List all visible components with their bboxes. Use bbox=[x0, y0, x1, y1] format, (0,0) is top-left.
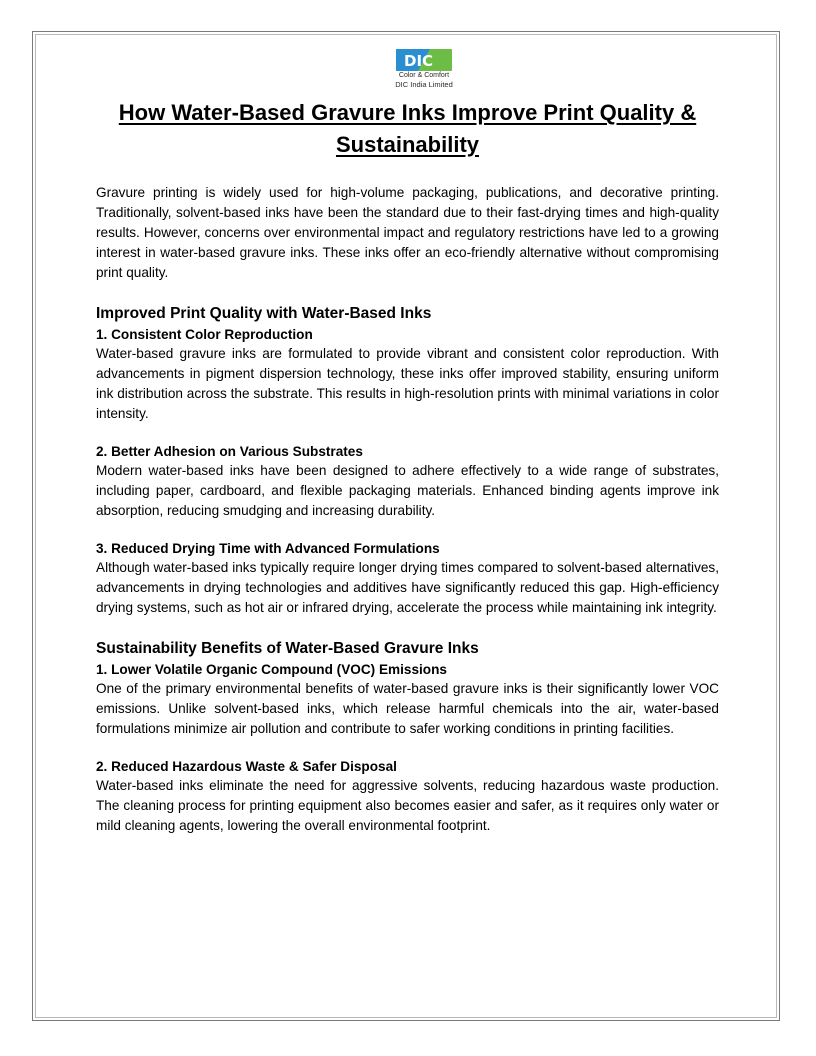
section-heading: Improved Print Quality with Water-Based Inks bbox=[96, 305, 432, 322]
subsection-text: Modern water-based inks have been designed to adhere effectively to a wide range of substrates, including paper, cardboard, and flexible packaging materials. Enhanced binding agents improve ink absorption, reducing smudging and increasing durability. bbox=[96, 463, 719, 518]
subsection-heading: 2. Better Adhesion on Various Substrates bbox=[96, 444, 363, 459]
subsection bbox=[96, 539, 719, 618]
subsection bbox=[96, 442, 719, 521]
dic-logo-icon bbox=[396, 49, 452, 71]
logo-tagline: Color & Comfort bbox=[398, 72, 450, 79]
logo-letter-d: DIC bbox=[404, 52, 434, 70]
subsection bbox=[96, 325, 719, 424]
subsection-heading: 1. Consistent Color Reproduction bbox=[96, 327, 313, 342]
subsection-heading: 3. Reduced Drying Time with Advanced Formulations bbox=[96, 541, 440, 556]
subsection bbox=[96, 660, 719, 739]
subsection-heading: 1. Lower Volatile Organic Compound (VOC) Emissions bbox=[96, 662, 447, 677]
subsection-heading: 2. Reduced Hazardous Waste & Safer Disposal bbox=[96, 759, 397, 774]
intro-paragraph: Gravure printing is widely used for high-volume packaging, publications, and decorative printing. Traditionally, solvent-based inks have been the standard due to their fast-drying times and high-quality results. However, concerns over environmental impact and regulatory restrictions have led to a growing interest in water-based gravure inks. These inks offer an eco-friendly alternative without compromising print quality. bbox=[96, 185, 719, 280]
section-print-quality bbox=[96, 303, 719, 618]
subsection-text: Water-based gravure inks are formulated to provide vibrant and consistent color reproduction. With advancements in pigment dispersion technology, these inks offer improved stability, ensuring uniform ink distribution across the substrate. This results in high-resolution prints with minimal variations in color intensity. bbox=[96, 346, 719, 421]
company-logo bbox=[374, 49, 474, 89]
logo-company: DIC India Limited bbox=[395, 80, 453, 89]
section-heading: Sustainability Benefits of Water-Based Gravure Inks bbox=[96, 640, 479, 657]
page-title: How Water-Based Gravure Inks Improve Print Quality & Sustainability bbox=[118, 100, 697, 157]
subsection-text: One of the primary environmental benefits of water-based gravure inks is their significantly lower VOC emissions. Unlike solvent-based inks, which release harmful chemicals into the air, water-based formulations minimize air pollution and contribute to safer working conditions in printing facilities. bbox=[96, 681, 719, 736]
document-body bbox=[96, 97, 719, 836]
subsection bbox=[96, 757, 719, 836]
subsection-text: Water-based inks eliminate the need for aggressive solvents, reducing hazardous waste production. The cleaning process for printing equipment also becomes easier and safer, as it requires only water or mild cleaning agents, lowering the overall environmental footprint. bbox=[96, 778, 719, 833]
subsection-text: Although water-based inks typically require longer drying times compared to solvent-based alternatives, advancements in drying technologies and additives have significantly reduced this gap. High-efficiency drying systems, such as hot air or infrared drying, accelerate the process while maintaining ink integrity. bbox=[96, 560, 719, 615]
section-sustainability bbox=[96, 638, 719, 836]
